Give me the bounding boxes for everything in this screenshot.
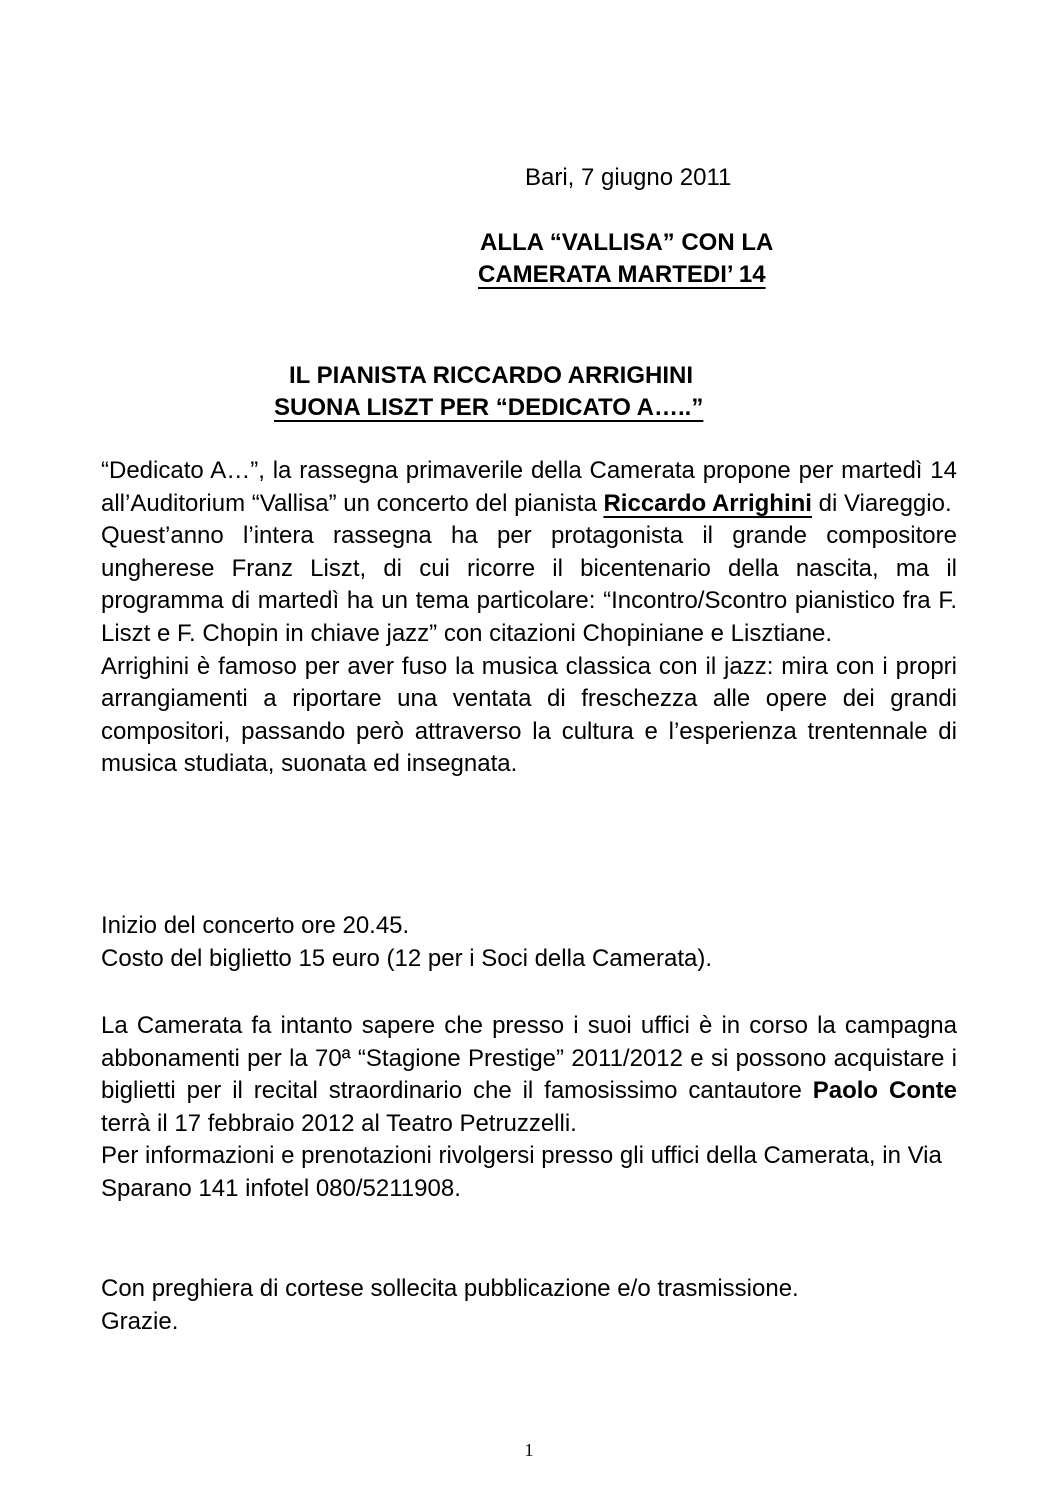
title-line-1: IL PIANISTA RICCARDO ARRIGHINI xyxy=(289,362,694,389)
concert-start: Inizio del concerto ore 20.45. xyxy=(101,912,410,939)
paragraph-season xyxy=(101,1010,957,1140)
document-date: Bari, 7 giugno 2011 xyxy=(525,164,732,191)
closing-block xyxy=(101,1273,957,1338)
header-line-2: CAMERATA MARTEDI’ 14 xyxy=(478,261,766,288)
pianist-name: Riccardo Arrighini xyxy=(603,489,812,517)
paragraph-season-post: terrà il 17 febbraio 2012 al Teatro Petruzzelli. xyxy=(101,1109,577,1137)
paragraph-arrighini: Arrighini è famoso per aver fuso la musica classica con il jazz: mira con i propri arrangiamenti a riportare una ventata di freschezza alle opere dei grandi compositori, passando però attraverso la cultura e l’esperienza trentennale di musica studiata, suonata ed insegnata. xyxy=(101,652,957,778)
page-number: 1 xyxy=(524,1440,534,1460)
closing-thanks: Grazie. xyxy=(101,1307,179,1335)
paragraph-intro-post: di Viareggio. xyxy=(811,489,952,517)
paragraph-intro-pre: “Dedicato A…”, la rassegna primaverile della Camerata propone per martedì 14 all’Auditorium “Vallisa” un concerto del pianista xyxy=(101,457,957,517)
title-line-2: SUONA LISZT PER “DEDICATO A…..” xyxy=(274,394,704,421)
closing-request: Con preghiera di cortese sollecita pubblicazione e/o trasmissione. xyxy=(101,1275,799,1302)
season-info xyxy=(101,1010,957,1206)
singer-name: Paolo Conte xyxy=(812,1077,957,1105)
concert-info xyxy=(101,910,957,975)
paragraph-contacts: Per informazioni e prenotazioni rivolgersi presso gli uffici della Camerata, in Via Sparano 141 infotel 080/5211908. xyxy=(101,1142,942,1202)
ticket-cost: Costo del biglietto 15 euro (12 per i Soci della Camerata). xyxy=(101,944,712,972)
paragraph-intro xyxy=(101,455,957,520)
paragraph-liszt: Quest’anno l’intera rassegna ha per protagonista il grande compositore ungherese Franz Liszt, di cui ricorre il bicentenario della nascita, ma il programma di martedì ha un tema particolare: “Incontro/Scontro pianistico fra F. Liszt e F. Chopin in chiave jazz” con citazioni Chopiniane e Lisztiane. xyxy=(101,522,957,647)
paragraph-season-pre: La Camerata fa intanto sapere che presso i suoi uffici è in corso la campagna abbonamenti per la 70ª “Stagione Prestige” 2011/2012 e si possono acquistare i biglietti per il recital straordinario che il famosissimo cantautore xyxy=(101,1012,957,1105)
header-line-1: ALLA “VALLISA” CON LA xyxy=(480,229,774,256)
main-text xyxy=(101,455,957,781)
